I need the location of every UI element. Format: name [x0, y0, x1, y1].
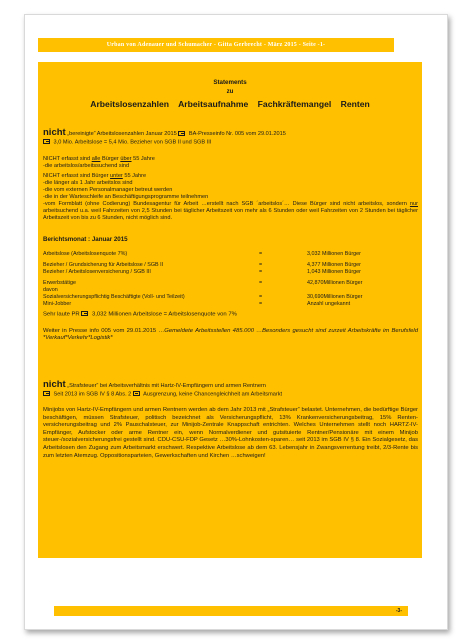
arrow-icon: [133, 391, 140, 396]
arrow-icon: [43, 391, 50, 396]
minijob-paragraph: Minijobs von Hartz-IV-Empfängern und armen Rentnern werden ab dem Jahr 2013 mit „Strafsteuer“ belastet. Unternehmen, die bedürftige Bürger beschäftigen, müssen Strafsteuer, politisch bezeichnet als Versicherungspflicht, 13% Krankenversicherungsbeitrag, 15% Renten-versicherungsbeitrag und 2% Pauschalsteuer, zur Minijob-Zentrale Knappschaft entrichten. Welches Unternehmen stellt noch HARTZ-IV-Empfänger, Aufstocker oder arme Rentner ein, wenn Normalverdiener und gutsituierte Rentner/Pensionäre mit einem Minijob steuer-/sozialversicherungsfrei gestellt sind. CDU-CSU-FDP Gesetz …30%-Lohnkosten-sparen… seit 2013 im SGB IV § 8. Ein Sozialgesetz, das Arbeitslosen den Zugang zum Arbeitsmarkt erschwert. Respektive Arbeitslose ab dem 63. Lebensjahr in Zwangsverrentung treibt, 2/3-Rente bis zum letzten Atemzug. Oppositionsparteien, Gewerkschaften und Kirchen …schweigen!: [43, 407, 418, 459]
arrow-icon: [178, 131, 185, 136]
title-line-2: zu: [226, 88, 234, 95]
title-block: [38, 78, 422, 111]
section1-subline: 3,0 Mio. Arbeitslose = 5,4 Mio. Bezieher von SGB II und SGB III: [43, 139, 418, 146]
report-heading: Berichtsmonat : Januar 2015: [43, 236, 128, 243]
section2-headline: nicht „Strafsteuer“ bei Arbeitsverhältnis mit Hartz-IV-Empfängern und armen Rentnern: [43, 379, 266, 390]
not-counted-over-55: NICHT erfasst sind alle Bürger über 55 Jahre: [43, 156, 155, 162]
section2-subline: Seit 2013 im SGB IV § 8 Abs. 2 Ausgrenzung, keine Chancengleichheit am Arbeitsmarkt: [43, 391, 418, 398]
page-title: Arbeitslosenzahlen Arbeitsaufnahme Fachkräftemangel Renten: [90, 99, 370, 109]
summary-line: Sehr laute PR 3,032 Millionen Arbeitslose = Arbeitslosenquote von 7%: [43, 311, 237, 318]
page-footer: -3-: [54, 606, 408, 616]
bullet-line: -die vom externen Personalmanager betreut werden: [43, 187, 173, 193]
section1-headline: nicht „bereinigte“ Arbeitslosenzahlen Januar 2015 BA-Presseinfo Nr. 005 vom 29.01.2015: [43, 127, 286, 138]
press-info-paragraph: Weiter in Presse info 005 vom 29.01.2015 …Gemeldete Arbeitsstellen 485.000 …Besonders gesucht sind zurzeit Arbeitskräfte im Berufsfeld *Verkauf*Verkehr*Logistik*: [43, 328, 418, 342]
bullet-line: -die arbeitslos/arbeitssuchend sind: [43, 163, 130, 169]
arrow-icon: [81, 311, 88, 316]
bullet-line: -die in der Warteschleife an Beschäftigungsprogramme teilnehmen: [43, 194, 209, 200]
nicht-label: nicht: [43, 379, 66, 390]
bullet-line: -die länger als 1 Jahr arbeitslos sind: [43, 180, 133, 186]
not-counted-under-55: NICHT erfasst sind Bürger unter 55 Jahre: [43, 173, 147, 179]
arrow-icon: [43, 139, 50, 144]
page-header: Urban von Adenauer und Schumacher - Gitta Gerbrecht - März 2015 - Seite -1-: [38, 38, 394, 52]
nicht-label: nicht: [43, 127, 66, 138]
formblatt-paragraph: -vom Formblatt (ohne Codierung) Bundesagentur für Arbeit …erstellt nach SGB ´arbeitslos´… Diese Bürger sind nicht arbeitslos, sondern nur arbeitsuchend u.a. weil Fahrzeiten von 2,5 Stunden bei täglicher Arbeitszeit von mehr als 6 Stunden oder weil Fahrzeiten von 2 Stunden bei täglicher Arbeitszeit von bis zu 6 Stunden, nicht möglich sind.: [43, 201, 418, 221]
title-line-1: Statements: [213, 79, 247, 86]
content-panel: Statements zu Arbeitslosenzahlen Arbeitsaufnahme Fachkräftemangel Renten nicht „bereinigte“ Arbeitslosenzahlen Januar 2015 BA-Presseinfo Nr. 005 vom 29.01.2015 3,0 Mio. Arbeitslose = 5,4 Mio. Bezieher von SGB II und SGB III NICHT erfasst sind alle Bürger über 55 Jahre -die arbeitslos/arbeitssuchend sind NICHT erfasst sind Bürger unter 55 Jahre -die länger als 1 Jahr arbeitslos sind -die vom externen Personalmanager betreut werden -die in der Warteschleife an Beschäftigungsprogramme teilnehmen -vom Formblatt (ohne Codierung) Bundesagentur für Arbeit …erstellt nach SGB ´arbeitslos´… Diese Bürger sind nicht arbeitslos, sondern nur arbeitsuchend u.a. weil Fahrzeiten von 2,5 Stunden bei täglicher Arbeitszeit von mehr als 6 Stunden oder weil Fahrzeiten von 2 Stunden bei täglicher Arbeitszeit von bis zu 6 Stunden, nicht möglich sind. Berichtsmonat : Januar 2015 Arbeitslose (Arbeitslosenquote 7%) = 3,032 Millionen Bürger Bezieher / Grundsicherung für Arbeitslose / SGB II = 4,377 Millionen Bürger Bezieher / Arbeitslosenversicherung / SGB III = 1,043 Millionen Bürger Erwerbstätige = 42,870Millionen Bürger davon Sozialversicherungspflichtig Beschäftigte (Voll- und Teilzeit) = 30,690Millionen Bürger Mini-Jobber = Anzahl ungekannt Sehr laute PR 3,032 Millionen Arbeitslose = Arbeitslosenquote von 7% Weiter in Presse info 005 vom 29.01.2015 …Gemeldete Arbeitsstellen 485.000 …Besonders gesucht sind zurzeit Arbeitskräfte im Berufsfeld *Verkauf*Verkehr*Logistik* nicht „Strafsteuer“ bei Arbeitsverhältnis mit Hartz-IV-Empfängern und armen Rentnern Seit 2013 im SGB IV § 8 Abs. 2 Ausgrenzung, keine Chancengleichheit am Arbeitsmarkt Minijobs von Hartz-IV-Empfängern und armen Rentnern werden ab dem Jahr 2013 mit „Strafsteuer“ belastet. Unternehmen, die bedürftige Bürger beschäftigen, müssen Strafsteuer, politisch bezeichnet als Versicherungspflicht, 13% Krankenversicherungsbeitrag, 15% Renten-versicherungsbeitrag und 2% Pauschalsteuer, zur Minijob-Zentrale Knappschaft entrichten. Welches Unternehmen stellt noch HARTZ-IV-Empfänger, Aufstocker oder arme Rentner ein, wenn Normalverdiener und gutsituierte Rentner/Pensionäre mit einem Minijob steuer-/sozialversicherungsfrei gestellt sind. CDU-CSU-FDP Gesetz …30%-Lohnkosten-sparen… seit 2013 im SGB IV § 8. Ein Sozialgesetz, das Arbeitslosen den Zugang zum Arbeitsmarkt erschwert. Respektive Arbeitslose ab dem 63. Lebensjahr in Zwangsverrentung treibt, 2/3-Rente bis zum letzten Atemzug. Oppositionsparteien, Gewerkschaften und Kirchen …schweigen!: [38, 62, 422, 558]
